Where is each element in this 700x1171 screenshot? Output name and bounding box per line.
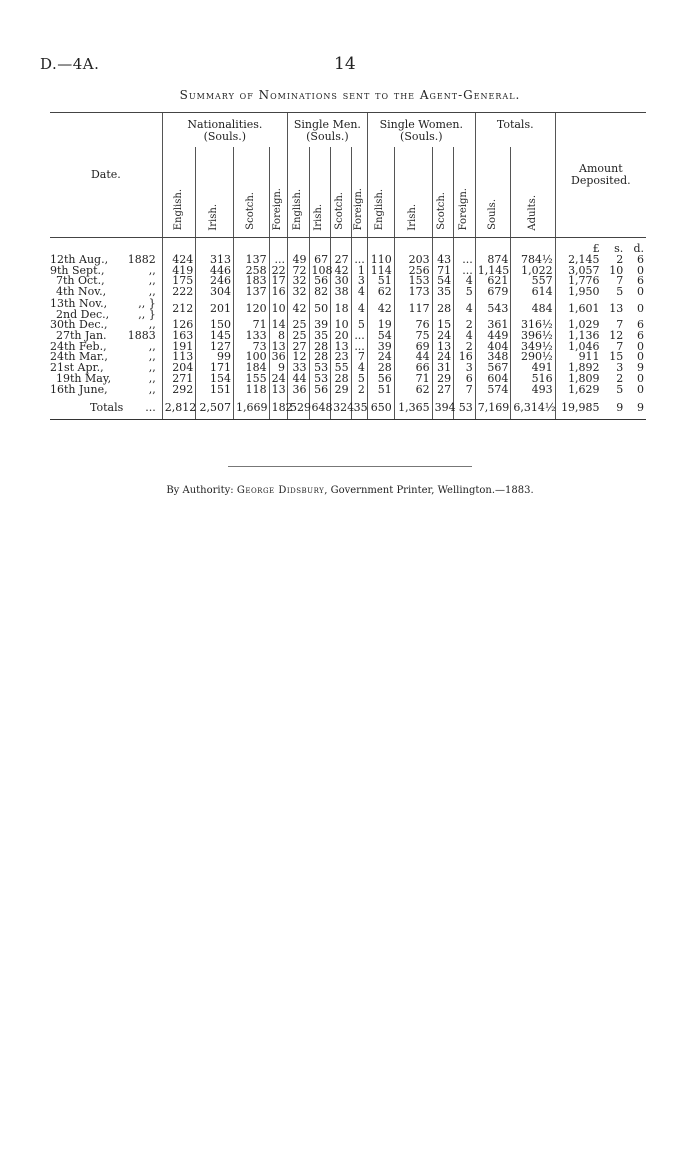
cell-value: 32: [287, 287, 309, 298]
amount-shillings: 5: [616, 285, 624, 299]
total-value: 650: [367, 396, 394, 420]
cell-value: 348: [475, 352, 511, 363]
cell-value: 2: [454, 320, 476, 331]
amount-shillings: 15: [609, 350, 624, 364]
page-number: 14: [334, 54, 356, 74]
cell-value: 163: [162, 331, 195, 342]
cell-value: 31: [432, 363, 454, 374]
cell-value: 28: [432, 298, 454, 320]
total-value: 394: [432, 396, 454, 420]
footer-rule: [228, 466, 472, 467]
cell-value: 604: [475, 374, 511, 385]
cell-value: 10: [331, 320, 352, 331]
cell-value: 56: [309, 276, 331, 287]
cell-value: 56: [367, 374, 394, 385]
amount-pence: 0: [637, 263, 644, 277]
cell-value: 71: [432, 266, 454, 277]
cell-value: 120: [234, 298, 270, 320]
cell-value: 516: [511, 374, 555, 385]
cell-value: 44: [287, 374, 309, 385]
cell-value: 54: [367, 331, 394, 342]
cell-value: 12: [287, 352, 309, 363]
total-shillings: 9: [602, 396, 626, 420]
cell-value: 292: [162, 385, 195, 396]
cell-value: 39: [367, 342, 394, 353]
total-value: 2,507: [196, 396, 234, 420]
cell-value: 567: [475, 363, 511, 374]
total-value: 53: [454, 396, 476, 420]
cell-value: 24: [432, 352, 454, 363]
cell-value: 13: [269, 385, 287, 396]
cell-value: ...: [351, 331, 367, 342]
amount-pence: 0: [637, 371, 644, 385]
col-men-irish: Irish.: [309, 147, 331, 238]
single-men-header: Single Men. (Souls.): [287, 113, 367, 148]
row-date: ,, 24th Feb.,: [50, 339, 156, 353]
cell-value: 404: [475, 342, 511, 353]
cell-value: 55: [331, 363, 352, 374]
cell-value: 30: [331, 276, 352, 287]
col-nat-scotch: Scotch.: [234, 147, 270, 238]
row-date: 1883 27th Jan.: [56, 328, 156, 342]
col-nat-english: English.: [162, 147, 195, 238]
total-value: 7,169: [475, 396, 511, 420]
cell-value: 19: [367, 320, 394, 331]
cell-value: 13: [269, 342, 287, 353]
row-date: ,, 4th Nov.,: [56, 285, 156, 299]
cell-value: 614: [511, 287, 555, 298]
cell-value: 184: [234, 363, 270, 374]
cell-value: 23: [331, 352, 352, 363]
col-men-english: English.: [287, 147, 309, 238]
cell-value: 679: [475, 287, 511, 298]
cell-value: 203: [394, 255, 432, 266]
cell-value: 42: [287, 298, 309, 320]
cell-value: 33: [287, 363, 309, 374]
total-value: 182: [269, 396, 287, 420]
cell-value: 42: [331, 266, 352, 277]
cell-value: 222: [162, 287, 195, 298]
amount-pounds: 2,145: [555, 255, 601, 266]
cell-value: 621: [475, 276, 511, 287]
cell-value: 171: [196, 363, 234, 374]
amount-pence: 0: [637, 350, 644, 364]
cell-value: ...: [351, 255, 367, 266]
amount-pounds: 1,629: [555, 385, 601, 396]
amount-pounds: 3,057: [555, 266, 601, 277]
cell-value: 24: [269, 374, 287, 385]
total-value: 1,365: [394, 396, 432, 420]
total-value: 6,314½: [511, 396, 555, 420]
col-women-irish: Irish.: [394, 147, 432, 238]
cell-value: 53: [309, 363, 331, 374]
cell-value: 145: [196, 331, 234, 342]
cell-value: 62: [367, 287, 394, 298]
cell-value: 38: [331, 287, 352, 298]
cell-value: 50: [309, 298, 331, 320]
cell-value: 27: [432, 385, 454, 396]
totals-row: [50, 396, 646, 420]
cell-value: 32: [287, 276, 309, 287]
cell-value: 53: [309, 374, 331, 385]
col-souls: Souls.: [475, 147, 511, 238]
single-women-header: Single Women. (Souls.): [367, 113, 475, 148]
cell-value: 100: [234, 352, 270, 363]
cell-value: 304: [196, 287, 234, 298]
row-date: ,, 7th Oct.,: [56, 274, 156, 288]
cell-value: 62: [394, 385, 432, 396]
cell-value: 784½: [511, 255, 555, 266]
amount-pence: 0: [637, 285, 644, 299]
cell-value: 71: [394, 374, 432, 385]
cell-value: 491: [511, 363, 555, 374]
cell-value: 39: [309, 320, 331, 331]
row-date: 1882 12th Aug.,: [50, 252, 156, 266]
cell-value: 449: [475, 331, 511, 342]
cell-value: 9: [269, 363, 287, 374]
row-date: ,, 21st Apr.,: [50, 361, 156, 375]
amount-pounds: 1,809: [555, 374, 601, 385]
cell-value: 290½: [511, 352, 555, 363]
cell-value: 43: [432, 255, 454, 266]
col-men-foreign: Foreign.: [351, 147, 367, 238]
cell-value: ...: [269, 255, 287, 266]
cell-value: 54: [432, 276, 454, 287]
total-value: 1,669: [234, 396, 270, 420]
cell-value: 16: [454, 352, 476, 363]
cell-value: 419: [162, 266, 195, 277]
cell-value: 175: [162, 276, 195, 287]
amount-shillings: 13: [609, 302, 624, 316]
amount-pence: 0: [637, 382, 644, 396]
pence-unit: d.: [633, 242, 644, 255]
amount-pence: 6: [637, 274, 644, 288]
cell-value: 1: [351, 266, 367, 277]
cell-value: 212: [162, 298, 195, 320]
cell-value: 67: [309, 255, 331, 266]
cell-value: 35: [309, 331, 331, 342]
cell-value: 82: [309, 287, 331, 298]
cell-value: 493: [511, 385, 555, 396]
cell-value: 110: [367, 255, 394, 266]
cell-value: 73: [234, 342, 270, 353]
cell-value: 5: [351, 374, 367, 385]
cell-value: 35: [432, 287, 454, 298]
col-nat-irish: Irish.: [196, 147, 234, 238]
amount-pounds: 1,029: [555, 320, 601, 331]
cell-value: 13: [331, 342, 352, 353]
cell-value: 150: [196, 320, 234, 331]
cell-value: 24: [367, 352, 394, 363]
nominations-table: [50, 112, 646, 420]
cell-value: 28: [367, 363, 394, 374]
cell-value: 15: [432, 320, 454, 331]
cell-value: 51: [367, 385, 394, 396]
cell-value: 99: [196, 352, 234, 363]
cell-value: 71: [234, 320, 270, 331]
row-date: ,, 16th June,: [50, 382, 156, 396]
amount-shillings: 3: [616, 361, 624, 375]
cell-value: 246: [196, 276, 234, 287]
cell-value: 44: [394, 352, 432, 363]
cell-value: 29: [432, 374, 454, 385]
cell-value: 66: [394, 363, 432, 374]
cell-value: 56: [309, 385, 331, 396]
cell-value: 204: [162, 363, 195, 374]
cell-value: 313: [196, 255, 234, 266]
cell-value: 18: [331, 298, 352, 320]
cell-value: 118: [234, 385, 270, 396]
cell-value: 22: [269, 266, 287, 277]
cell-value: 1,022: [511, 266, 555, 277]
amount-pence: 6: [637, 252, 644, 266]
cell-value: 108: [309, 266, 331, 277]
amount-shillings: 2: [616, 252, 624, 266]
cell-value: 27: [287, 342, 309, 353]
cell-value: 4: [454, 276, 476, 287]
cell-value: 8: [269, 331, 287, 342]
cell-value: 4: [351, 363, 367, 374]
cell-value: 28: [331, 374, 352, 385]
cell-value: 7: [454, 385, 476, 396]
amount-pounds: 1,950: [555, 287, 601, 298]
totals-header: Totals.: [475, 113, 555, 148]
cell-value: 29: [331, 385, 352, 396]
report-code: D.—4A.: [40, 55, 100, 73]
amount-pounds: 1,136: [555, 331, 601, 342]
cell-value: 49: [287, 255, 309, 266]
nationalities-header: Nationalities. (Souls.): [162, 113, 287, 148]
cell-value: 24: [432, 331, 454, 342]
table-row: [50, 385, 646, 396]
cell-value: 574: [475, 385, 511, 396]
cell-value: 7: [351, 352, 367, 363]
cell-value: 5: [351, 320, 367, 331]
total-value: 529: [287, 396, 309, 420]
amount-shillings: 7: [616, 274, 624, 288]
cell-value: 2: [454, 342, 476, 353]
col-women-scotch: Scotch.: [432, 147, 454, 238]
total-value: 324: [331, 396, 352, 420]
total-pence: 9: [625, 396, 646, 420]
cell-value: 3: [454, 363, 476, 374]
cell-value: 114: [367, 266, 394, 277]
cell-value: 543: [475, 298, 511, 320]
amount-shillings: 10: [609, 263, 624, 277]
cell-value: 25: [287, 320, 309, 331]
cell-value: 349½: [511, 342, 555, 353]
row-date: ,, 24th Mar.,: [50, 350, 156, 364]
cell-value: ...: [454, 266, 476, 277]
cell-value: 396½: [511, 331, 555, 342]
cell-value: 4: [351, 287, 367, 298]
amount-shillings: 12: [609, 328, 624, 342]
cell-value: 13: [432, 342, 454, 353]
cell-value: 258: [234, 266, 270, 277]
col-women-foreign: Foreign.: [454, 147, 476, 238]
cell-value: 16: [269, 287, 287, 298]
col-women-english: English.: [367, 147, 394, 238]
row-date: ,, } 13th Nov., ,, } 2nd Dec.,: [50, 296, 156, 321]
cell-value: 4: [454, 331, 476, 342]
shillings-unit: s.: [614, 242, 624, 255]
amount-shillings: 5: [616, 382, 624, 396]
cell-value: 28: [309, 342, 331, 353]
cell-value: 3: [351, 276, 367, 287]
cell-value: 27: [331, 255, 352, 266]
cell-value: 155: [234, 374, 270, 385]
cell-value: 133: [234, 331, 270, 342]
cell-value: 424: [162, 255, 195, 266]
cell-value: 42: [367, 298, 394, 320]
total-value: 35: [351, 396, 367, 420]
col-nat-foreign: Foreign.: [269, 147, 287, 238]
cell-value: 183: [234, 276, 270, 287]
cell-value: 113: [162, 352, 195, 363]
cell-value: 5: [454, 287, 476, 298]
amount-shillings: 2: [616, 371, 624, 385]
cell-value: 75: [394, 331, 432, 342]
amount-pence: 6: [637, 328, 644, 342]
cell-value: 4: [454, 298, 476, 320]
totals-label: ... Totals: [50, 396, 162, 420]
cell-value: 76: [394, 320, 432, 331]
amount-header: Amount Deposited.: [555, 113, 646, 238]
row-date: ,, 9th Sept.,: [50, 263, 156, 277]
cell-value: ...: [454, 255, 476, 266]
amount-pounds: 1,776: [555, 276, 601, 287]
col-adults: Adults.: [511, 147, 555, 238]
cell-value: 154: [196, 374, 234, 385]
cell-value: 127: [196, 342, 234, 353]
total-value: 2,812: [162, 396, 195, 420]
row-date: ,, 19th May,: [56, 371, 156, 385]
cell-value: 72: [287, 266, 309, 277]
amount-pounds: 1,046: [555, 342, 601, 353]
cell-value: 191: [162, 342, 195, 353]
cell-value: 361: [475, 320, 511, 331]
amount-pounds: 911: [555, 352, 601, 363]
cell-value: 874: [475, 255, 511, 266]
date-header: Date.: [50, 113, 162, 238]
cell-value: 151: [196, 385, 234, 396]
cell-value: 4: [351, 298, 367, 320]
col-men-scotch: Scotch.: [331, 147, 352, 238]
pounds-unit: £: [555, 238, 601, 255]
amount-pence: 0: [637, 339, 644, 353]
cell-value: 25: [287, 331, 309, 342]
cell-value: 69: [394, 342, 432, 353]
cell-value: 137: [234, 287, 270, 298]
cell-value: 1,145: [475, 266, 511, 277]
cell-value: 14: [269, 320, 287, 331]
cell-value: 201: [196, 298, 234, 320]
cell-value: 2: [351, 385, 367, 396]
total-pounds: 19,985: [555, 396, 601, 420]
cell-value: 126: [162, 320, 195, 331]
page-title: Summary of Nominations sent to the Agent-General.: [179, 88, 521, 102]
cell-value: 36: [287, 385, 309, 396]
cell-value: 20: [331, 331, 352, 342]
cell-value: 36: [269, 352, 287, 363]
table-row: [50, 298, 646, 320]
cell-value: 28: [309, 352, 331, 363]
cell-value: 6: [454, 374, 476, 385]
cell-value: 137: [234, 255, 270, 266]
cell-value: 484: [511, 298, 555, 320]
total-value: 648: [309, 396, 331, 420]
cell-value: 446: [196, 266, 234, 277]
cell-value: 17: [269, 276, 287, 287]
cell-value: 256: [394, 266, 432, 277]
amount-pounds: 1,892: [555, 363, 601, 374]
amount-pence: 6: [637, 317, 644, 331]
amount-pence: 9: [637, 361, 644, 375]
cell-value: 316½: [511, 320, 555, 331]
amount-pence: 0: [637, 302, 644, 316]
printer-imprint: By Authority: George Didsbury, Government Printer, Wellington.—1883.: [166, 485, 534, 496]
cell-value: 117: [394, 298, 432, 320]
cell-value: 271: [162, 374, 195, 385]
cell-value: 10: [269, 298, 287, 320]
row-date: ,, 30th Dec.,: [50, 317, 156, 331]
cell-value: 153: [394, 276, 432, 287]
cell-value: ...: [351, 342, 367, 353]
amount-pounds: 1,601: [555, 298, 601, 320]
cell-value: 557: [511, 276, 555, 287]
cell-value: 173: [394, 287, 432, 298]
cell-value: 51: [367, 276, 394, 287]
amount-shillings: 7: [616, 317, 624, 331]
amount-shillings: 7: [616, 339, 624, 353]
